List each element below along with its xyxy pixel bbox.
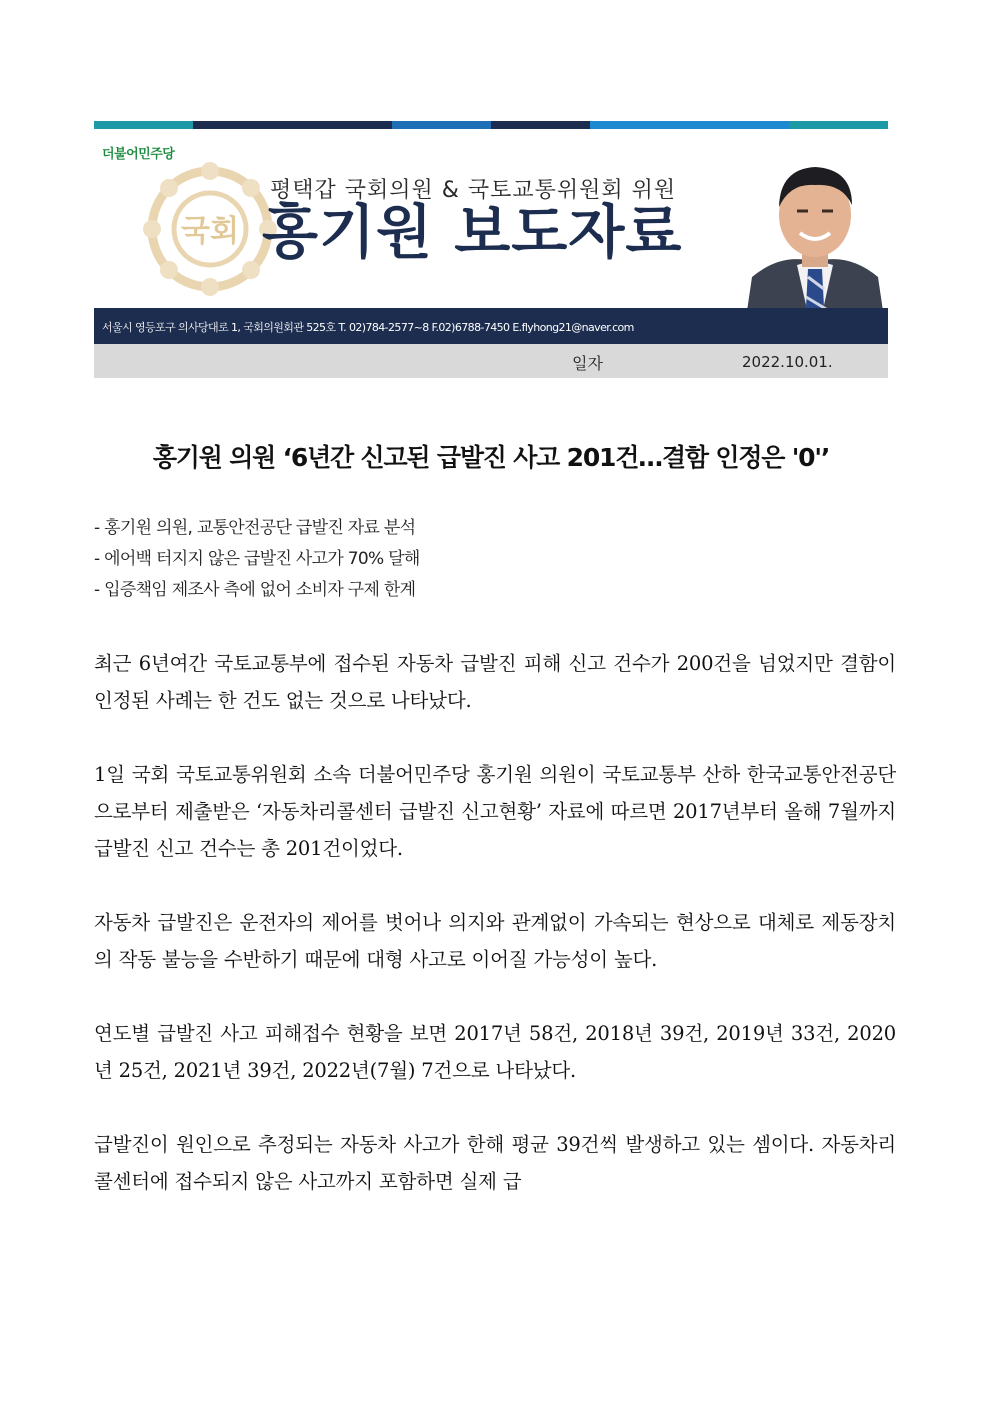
body-paragraph: 1일 국회 국토교통위원회 소속 더불어민주당 홍기원 의원이 국토교통부 산하 한국교통안전공단으로부터 제출받은 ‘자동차리콜센터 급발진 신고현황’ 자료에 따르면 2017년부터 올해 7월까지 급발진 신고 건수는 총 201건이었다. — [94, 763, 896, 860]
date-bar — [94, 344, 888, 378]
body-paragraph: 급발진이 원인으로 추정되는 자동차 사고가 한해 평균 39건씩 발생하고 있는 셈이다. 자동차리콜센터에 접수되지 않은 사고까지 포함하면 실제 급 — [94, 1133, 896, 1193]
contact-address: 서울시 영등포구 의사당대로 1, 국회의원회관 525호 T. 02)784-2577~8 F.02)6788-7450 E.flyhong21@naver.com — [102, 321, 634, 334]
header-title: 홍기원 보도자료 — [262, 198, 683, 266]
contact-bar — [94, 308, 888, 344]
summary-bullets — [94, 513, 888, 606]
body-paragraph: 최근 6년여간 국토교통부에 접수된 자동차 급발진 피해 신고 건수가 200건을 넘었지만 결함이 인정된 사례는 한 건도 없는 것으로 나타났다. — [94, 652, 896, 712]
body-paragraph: 자동차 급발진은 운전자의 제어를 벗어나 의지와 관계없이 가속되는 현상으로 대체로 제동장치의 작동 불능을 수반하기 때문에 대형 사고로 이어질 가능성이 높다. — [94, 911, 896, 971]
summary-bullet: - 입증책임 제조사 측에 없어 소비자 구제 한계 — [94, 580, 416, 600]
article-body — [94, 645, 896, 1237]
seal-text: 국회 — [181, 214, 239, 249]
press-release-header — [94, 121, 888, 378]
body-paragraph: 연도별 급발진 사고 피해접수 현황을 보면 2017년 58건, 2018년 39건, 2019년 33건, 2020년 25건, 2021년 39건, 2022년(7월) 7건으로 나타났다. — [94, 1022, 896, 1082]
summary-bullet: - 홍기원 의원, 교통안전공단 급발진 자료 분석 — [94, 518, 416, 538]
header-subtitle: 평택갑 국회의원 & 국토교통위원회 위원 — [270, 178, 677, 203]
date-value: 2022.10.01. — [742, 353, 833, 371]
party-logo: 더불어민주당 — [102, 147, 175, 162]
national-assembly-seal-icon — [140, 159, 280, 299]
date-label: 일자 — [572, 354, 603, 373]
article-headline: 홍기원 의원 ‘6년간 신고된 급발진 사고 201건…결함 인정은 '0'’ — [152, 443, 830, 472]
summary-bullet: - 에어백 터지지 않은 급발진 사고가 70% 달해 — [94, 549, 420, 569]
header-color-stripe — [94, 121, 888, 129]
